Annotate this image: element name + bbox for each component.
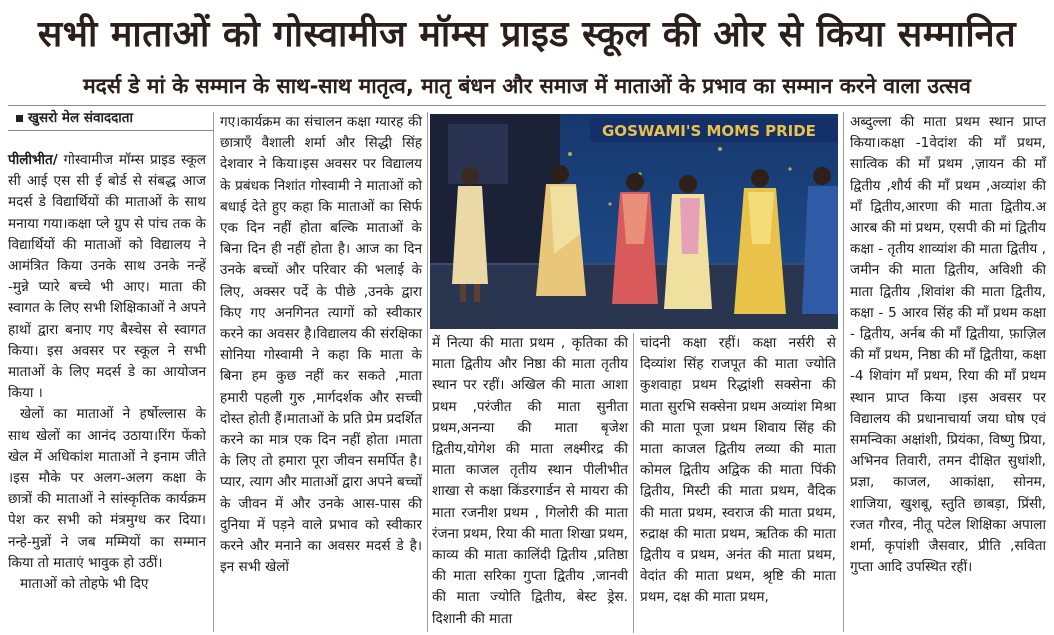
divider	[8, 105, 1046, 106]
bullet-square-icon	[16, 115, 23, 122]
column-2	[220, 112, 422, 578]
headline: सभी माताओं को गोस्वामीज मॉम्स प्राइड स्कूल की ओर से किया सम्मानित	[37, 14, 1017, 55]
paragraph: चांदनी कक्षा रहीं। कक्षा नर्सरी से दिव्यांश सिंह राजपूत की माता ज्योति कुशवाहा प्रथम रिद्धांशी सक्सेना की माता सुरभि सक्सेना प्रथम अव्यांश मिश्रा की माता पूजा प्रथम शिवाय सिंह की माता काजल द्वितीय लव्या की माता कोमल द्वितीय अद्विक की माता पिंकी द्वितीय, मिस्टी की माता प्रथम, वैदिक की माता प्रथम, स्वराज की माता प्रथम, रुद्राक्ष की माता प्रथम, ऋतिक की माता द्वितीय व प्रथम, अनंत की माता प्रथम, वेदांत की माता प्रथम, श्रृष्टि की माता प्रथम, दक्ष की माता प्रथम,	[640, 335, 836, 606]
dateline: पीलीभीत/	[8, 152, 58, 168]
column-4	[640, 333, 836, 609]
paragraph: में नित्या की माता प्रथम , कृतिका की माता द्वितीय और निष्ठा की माता तृतीय स्थान पर रहीं। अखिल की माता आशा प्रथम ,परंजीत की माता सुनीता प्रथम,अनन्या की माता बृजेश द्वितीय,योगेश की माता लक्ष्मीरद्र की माता काजल तृतीय स्थान पीलीभीत शाखा से कक्षा किंडरगार्डन से मायरा की माता रजनीश प्रथम , गिलोरी की माता रंजना प्रथम, रिया की माता शिखा प्रथम, काव्य की माता कालिंदी द्वितीय ,प्रतिष्ठा की माता सरिका गुप्ता द्वितीय ,जानवी की माता ज्योति द्वितीय, बेस्ट ड्रेस. दिशानी की माता	[432, 335, 628, 627]
subheadline: मदर्स डे मां के सम्मान के साथ-साथ मातृत्व, मातृ बंधन और समाज में माताओं के प्रभाव का सम्मान करने वाला उत्सव	[83, 74, 971, 98]
column-5	[850, 112, 1046, 578]
banner-text: GOSWAMI'S MOMS PRIDE	[602, 122, 816, 140]
paragraph: अब्दुल्ला की माता प्रथम स्थान प्राप्त किया।कक्षा -1वेदांश की माँ प्रथम, सात्विक की माँ प्रथम ,ज़ायन की माँ द्वितीय ,शौर्य की माँ प्रथम ,अव्यांश की माँ द्वितीय,आरणा की माता द्वितीय.अ आरब की मां प्रथम, एसपी की मां द्वितीय कक्षा - तृतीय शाव्यांश की माता द्वितीय , जमीन की माता द्वितीय, अविशी की माता द्वितीय ,शिवांश की माता द्वितीय, कक्षा - 5 आरव सिंह की माँ प्रथम कक्षा - द्वितीय, अर्नब की माँ द्वितीया, फ़ाज़िल की माँ प्रथम, निष्ठा की माँ द्वितीया, कक्षा -4 शिवांग माँ प्रथम, रिया की माँ प्रथम स्थान प्राप्त किया ।इस अवसर पर विद्यालय की प्रधानाचार्या जया घोष एवं समन्विका अक्षांशी, प्रियंका, विष्णु प्रिया, अभिनव तिवारी, तमन दीक्षित सुधांशी, प्रज्ञा, काजल, आकांक्षा, सोनम, शाजिया, खुशबू, स्तुति छाबड़ा, प्रिंसी, रजत गौरव, नीतू पटेल शिक्षिका अपाला शर्मा, कृपांशी जैसवार, प्रीति ,सविता गुप्ता आदि उपस्थित रहीं।	[850, 114, 1046, 576]
paragraph-text: गोस्वामीज मॉम्स प्राइड स्कूल सी आई एस सी ई बोर्ड से संबद्ध आज मदर्स डे विद्यार्थियों की माताओं के साथ मनाया गया।कक्षा प्ले ग्रुप से पांच तक के विद्यार्थियों की माताओं को विद्यालय ने आमंत्रित किया उनके साथ उनके नन्हें -मुन्ने प्यारे बच्चे भी आए। माता की स्वागत के लिए सभी शिक्षिकाओं ने अपने हाथों द्वारा बनाए गए बैस्चेस से स्वागत किया। इस अवसर पर स्कूल ने सभी माताओं के लिए मदर्स डे का आयोजन किया ।	[8, 152, 206, 402]
byline-text: खुसरो मेल संवाददाता	[28, 110, 133, 126]
byline	[16, 108, 216, 126]
paragraph: माताओं को तोहफे भी दिए	[20, 576, 149, 593]
column-separator	[213, 112, 214, 632]
column-separator	[843, 112, 844, 632]
column-separator	[633, 333, 634, 633]
byline-underline	[8, 130, 213, 131]
column-separator	[427, 112, 428, 632]
column-1	[8, 150, 206, 595]
event-photo	[430, 114, 838, 329]
paragraph	[8, 150, 206, 404]
paragraph: गए।कार्यक्रम का संचालन कक्षा ग्यारह की छात्राएँ वैशाली शर्मा और सिद्धी सिंह देशवार ने किया।इस अवसर पर विद्यालय के प्रबंधक निशांत गोस्वामी ने माताओं को बधाई देते हुए कहा कि माताओं का सिर्फ एक दिन नहीं होता बल्कि माताओं के बिना दिन ही नहीं होता है। आज का दिन उनके बच्चों और परिवार की भलाई के लिए, अक्सर पर्दे के पीछे ,उनके द्वारा किए गए अनगिनत त्यागों को स्वीकार करने का अवसर है।विद्यालय की संरक्षिका सोनिया गोस्वामी ने कहा कि माता के बिना हम कुछ नहीं कर सकते ,माता हमारी पहली गुरु ,मार्गदर्शक और सच्ची दोस्त होती हैं।माताओं के प्रति प्रेम प्रदर्शित करने का मात्र एक दिन नहीं होता ।माता के लिए तो हमारा पूरा जीवन समर्पित है।प्यार, त्याग और माताओं द्वारा अपने बच्चों के जीवन में और उनके आस-पास की दुनिया में पड़ने वाले प्रभाव को स्वीकार करने और मनाने का अवसर मदर्स डे है।इन सभी खेलों	[220, 114, 422, 576]
column-3	[432, 333, 628, 630]
paragraph: खेलों का माताओं ने हर्षोल्लास के साथ खेलों का आनंद उठाया।रिंग फेंको खेल में अधिकांश माताओं ने इनाम जीते ।इस मौके पर अलग-अलग कक्षा के छात्रों की माताओं ने सांस्कृतिक कार्यक्रम पेश कर सभी को मंत्रमुग्ध कर दिया।नन्हे-मुन्नों ने जब मम्मियों का सम्मान किया तो माताएं भावुक हो उठीं।	[8, 406, 206, 571]
stage-scene-image	[430, 114, 838, 329]
